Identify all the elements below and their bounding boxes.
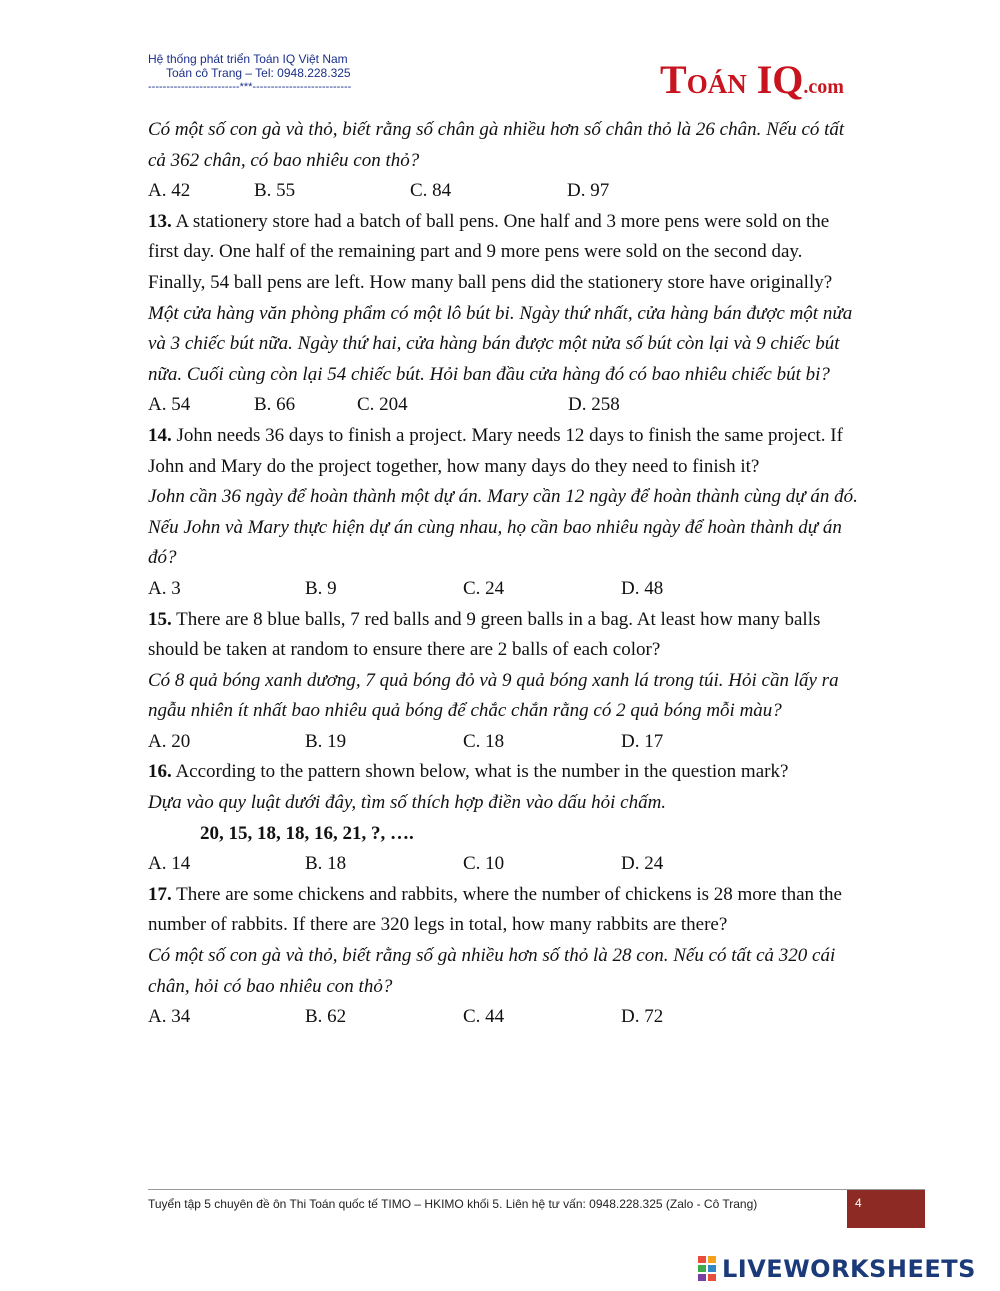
q13-options: [148, 390, 860, 421]
q12-option-a: A. 42: [148, 180, 191, 202]
footer-text: Tuyển tập 5 chuyên đề ôn Thi Toán quốc tế TIMO – HKIMO khối 5. Liên hệ tư vấn: 0948.228.325 (Zalo - Cô Trang): [148, 1197, 758, 1211]
q15-vietnamese: Có 8 quả bóng xanh dương, 7 quả bóng đỏ và 9 quả bóng xanh lá trong túi. Hỏi cần lấy ra ngẫu nhiên ít nhất bao nhiêu quả bóng để chắc chắn rằng có 2 quả bóng mỗi màu?: [148, 669, 839, 722]
toaniq-logo: TOÁN IQ.com: [660, 57, 844, 102]
q17-vietnamese: Có một số con gà và thỏ, biết rằng số gà nhiều hơn số thỏ là 28 con. Nếu có tất cả 320 cái chân, hỏi có bao nhiêu con thỏ?: [148, 945, 836, 997]
q15-english: 15. There are 8 blue balls, 7 red balls and 9 green balls in a bag. At least how many balls should be taken at random to ensure there are 2 balls of each color?: [148, 608, 821, 661]
q12-vietnamese: Có một số con gà và thỏ, biết rằng số chân gà nhiều hơn số chân thỏ là 26 chân. Nếu có tất cả 362 chân, có bao nhiêu con thỏ?: [148, 119, 845, 171]
q17-option-b: B. 62: [305, 1006, 347, 1028]
worksheet-content: [148, 115, 860, 1033]
q12-option-d: D. 97: [567, 180, 610, 202]
q16-sequence: 20, 15, 18, 18, 16, 21, ?, ….: [200, 822, 414, 844]
q16-english: 16. According to the pattern shown below, what is the number in the question mark?: [148, 761, 789, 783]
q15-option-d: D. 17: [621, 730, 664, 752]
q16-option-c: C. 10: [463, 853, 505, 875]
q16-option-b: B. 18: [305, 853, 347, 875]
q17-option-d: D. 72: [621, 1006, 664, 1028]
q13-option-a: A. 54: [148, 394, 191, 416]
q12-option-b: B. 55: [254, 180, 296, 202]
page-number: 4: [855, 1196, 862, 1210]
page-number-box: [847, 1190, 925, 1228]
header-divider: -------------------------***---------------------------: [148, 81, 352, 93]
q14-options: [148, 574, 860, 605]
q16-vietnamese: Dựa vào quy luật dưới đây, tìm số thích hợp điền vào dấu hỏi chấm.: [148, 792, 667, 814]
q17-option-c: C. 44: [463, 1006, 505, 1028]
q15-options: [148, 727, 860, 758]
q14-option-d: D. 48: [621, 577, 664, 599]
q13-english: 13. A stationery store had a batch of ball pens. One half and 3 more pens were sold on the first day. One half of the remaining part and 9 more pens were sold on the second day. Finally, 54 ball pens are left. How many ball pens did the stationery store have originally?: [148, 210, 833, 293]
q15-option-b: B. 19: [305, 730, 347, 752]
liveworksheets-logo-icon: [698, 1256, 718, 1282]
header-info: [148, 52, 351, 94]
q12-option-c: C. 84: [410, 180, 452, 202]
q14-option-b: B. 9: [305, 577, 337, 599]
liveworksheets-watermark: [698, 1255, 976, 1283]
liveworksheets-text: LIVEWORKSHEETS: [722, 1255, 976, 1283]
q14-option-a: A. 3: [148, 577, 181, 599]
q16-options: [148, 849, 860, 880]
q13-option-d: D. 258: [568, 394, 620, 416]
q15-option-a: A. 20: [148, 730, 191, 752]
q13-vietnamese: Một cửa hàng văn phòng phẩm có một lô bút bi. Ngày thứ nhất, cửa hàng bán được một nửa và 3 chiếc bút nữa. Ngày thứ hai, cửa hàng bán được một nửa số bút còn lại và 9 chiếc bút nữa. Cuối cùng còn lại 54 chiếc bút. Hỏi ban đầu cửa hàng đó có bao nhiêu chiếc bút bi?: [148, 302, 853, 385]
header-line-1: Hệ thống phát triển Toán IQ Việt Nam: [148, 52, 348, 66]
q13-option-b: B. 66: [254, 394, 296, 416]
header-line-2: Toán cô Trang – Tel: 0948.228.325: [166, 66, 351, 80]
q17-options: [148, 1002, 860, 1033]
q15-option-c: C. 18: [463, 730, 505, 752]
q16-option-a: A. 14: [148, 853, 191, 875]
q14-english: 14. John needs 36 days to finish a project. Mary needs 12 days to finish the same project. If John and Mary do the project together, how many days do they need to finish it?: [148, 424, 843, 477]
q14-option-c: C. 24: [463, 577, 505, 599]
q13-option-c: C. 204: [357, 394, 408, 416]
q14-vietnamese: John cần 36 ngày để hoàn thành một dự án. Mary cần 12 ngày để hoàn thành cùng dự án đó. Nếu John và Mary thực hiện dự án cùng nhau, họ cần bao nhiêu ngày để hoàn thành dự án đó?: [148, 486, 858, 569]
q12-options: [148, 176, 860, 207]
q17-english: 17. There are some chickens and rabbits, where the number of chickens is 28 more than the number of rabbits. If there are 320 legs in total, how many rabbits are there?: [148, 883, 842, 936]
q16-option-d: D. 24: [621, 853, 664, 875]
footer-divider: [148, 1189, 925, 1190]
q17-option-a: A. 34: [148, 1006, 191, 1028]
